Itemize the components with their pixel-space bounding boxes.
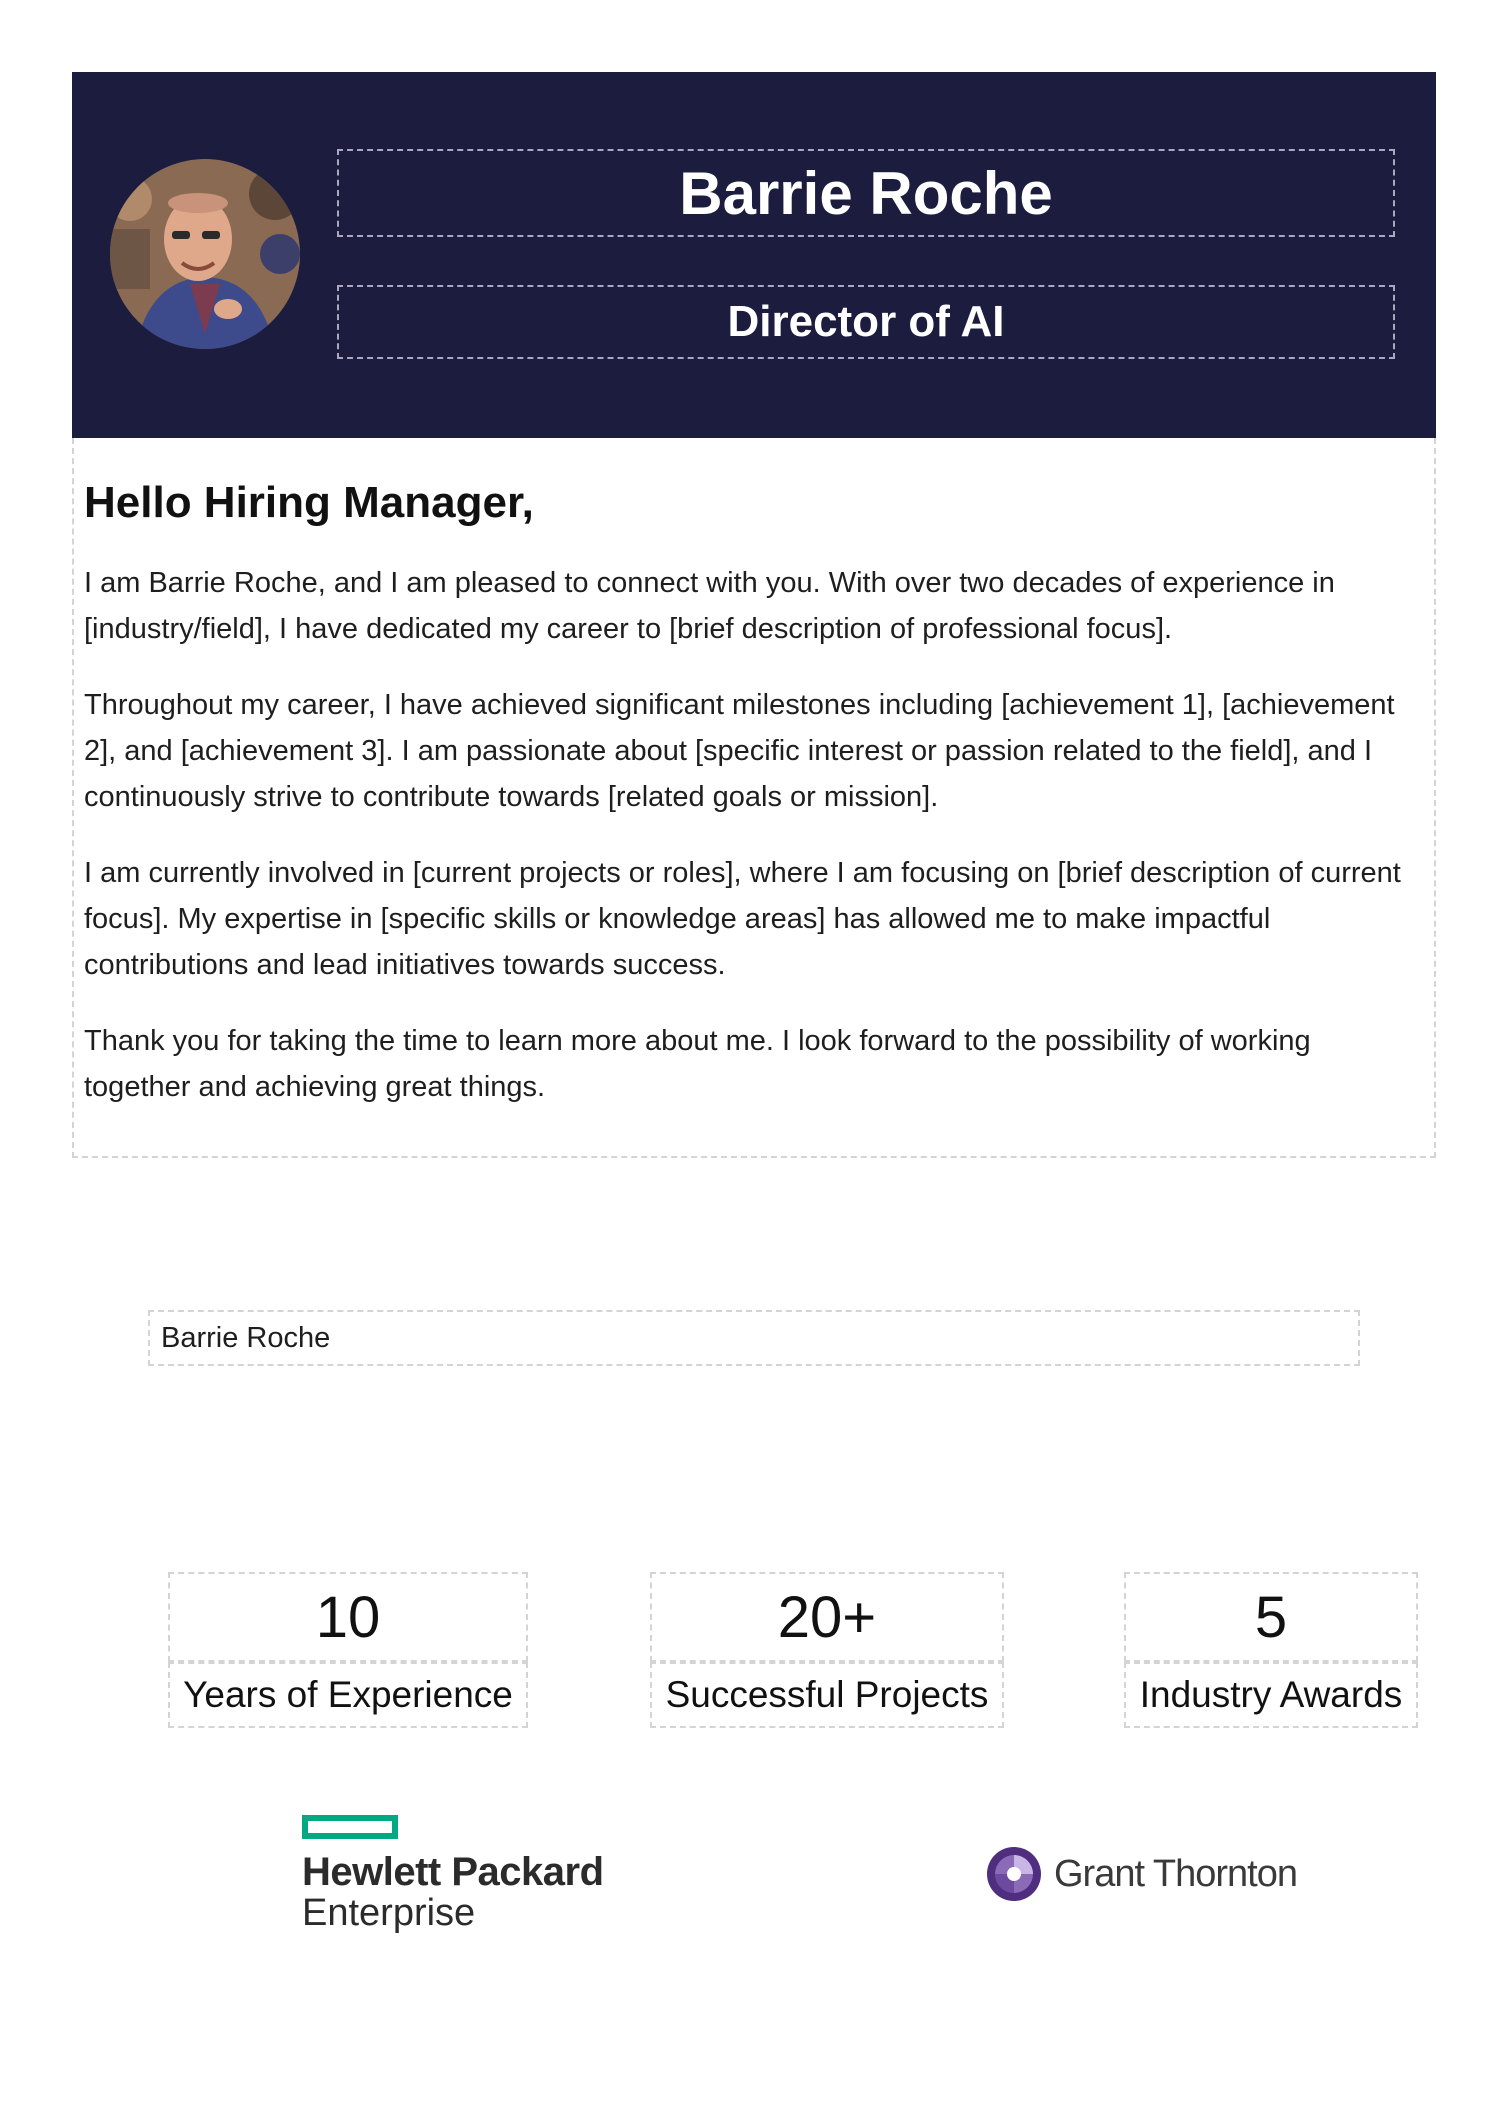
person-photo-icon	[110, 159, 300, 349]
avatar	[110, 159, 300, 349]
stat-label: Industry Awards	[1124, 1662, 1418, 1728]
stat-projects	[650, 1572, 1004, 1728]
candidate-name: Barrie Roche	[337, 149, 1395, 237]
stat-label: Years of Experience	[168, 1662, 528, 1728]
stat-value: 5	[1124, 1572, 1418, 1662]
hpe-rectangle-icon	[302, 1815, 398, 1839]
grant-thornton-mark-icon	[986, 1846, 1042, 1902]
cover-letter	[72, 438, 1436, 1158]
hpe-logo-line2: Enterprise	[302, 1892, 476, 1934]
letter-greeting: Hello Hiring Manager,	[84, 478, 534, 527]
stat-label: Successful Projects	[650, 1662, 1004, 1728]
signature: Barrie Roche	[148, 1310, 1360, 1366]
letter-paragraph: Thank you for taking the time to learn more about me. I look forward to the possibility of working together and achieving great things.	[84, 1025, 1311, 1103]
letter-paragraph: I am currently involved in [current projects or roles], where I am focusing on [brief description of current focus]. My expertise in [specific skills or knowledge areas] has allowed me to make impactful contributions and lead initiatives towards success.	[84, 857, 1401, 981]
profile-header	[72, 72, 1436, 438]
hpe-logo	[302, 1815, 604, 1933]
stat-years	[168, 1572, 528, 1728]
stat-value: 20+	[650, 1572, 1004, 1662]
stat-awards	[1124, 1572, 1418, 1728]
stat-value: 10	[168, 1572, 528, 1662]
letter-paragraph: Throughout my career, I have achieved significant milestones including [achievement 1], [achievement 2], and [achievement 3]. I am passionate about [specific interest or passion related to the field], and I continuously strive to contribute towards [related goals or mission].	[84, 689, 1395, 813]
grant-thornton-logo	[986, 1846, 1297, 1902]
grant-thornton-text: Grant Thornton	[1054, 1852, 1298, 1895]
job-title: Director of AI	[337, 285, 1395, 359]
hpe-logo-line1: Hewlett Packard	[302, 1850, 604, 1894]
letter-paragraph: I am Barrie Roche, and I am pleased to connect with you. With over two decades of experience in [industry/field], I have dedicated my career to [brief description of professional focus].	[84, 567, 1335, 645]
